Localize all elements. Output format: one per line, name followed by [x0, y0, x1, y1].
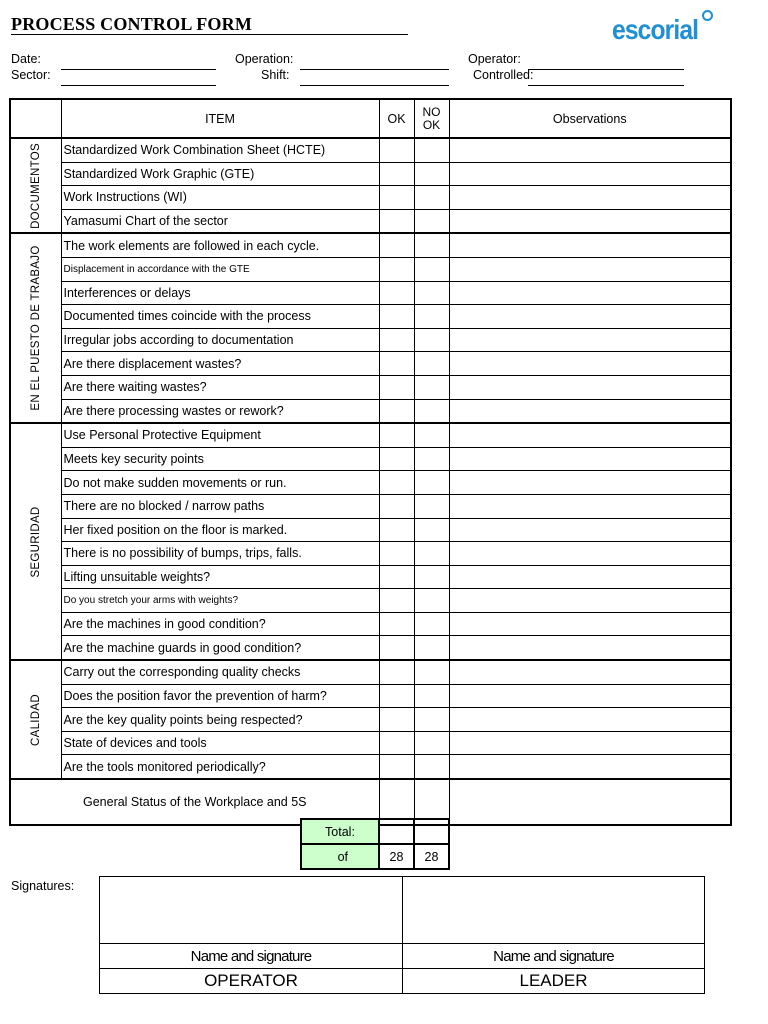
total-nok-cell[interactable] — [414, 819, 449, 844]
ok-cell[interactable] — [379, 636, 414, 660]
header-section-cell — [10, 99, 61, 138]
observation-cell[interactable] — [449, 281, 731, 305]
ok-cell[interactable] — [379, 257, 414, 281]
leader-name-caption: Name and signature — [403, 944, 705, 969]
signature-table — [99, 876, 705, 994]
nok-cell[interactable] — [414, 471, 449, 495]
table-row — [10, 328, 731, 352]
observation-cell[interactable] — [449, 731, 731, 755]
observation-cell[interactable] — [449, 708, 731, 732]
sector-label: Sector: — [11, 68, 51, 82]
nok-cell[interactable] — [414, 399, 449, 423]
header-nok: NO OK — [414, 99, 449, 138]
ok-cell[interactable] — [379, 423, 414, 447]
nok-cell[interactable] — [414, 731, 449, 755]
table-row — [10, 518, 731, 542]
nok-cell[interactable] — [414, 233, 449, 257]
item-label: Interferences or delays — [61, 281, 379, 305]
item-label: The work elements are followed in each cycle. — [61, 233, 379, 257]
nok-cell[interactable] — [414, 494, 449, 518]
ok-cell[interactable] — [379, 542, 414, 566]
operation-label: Operation: — [235, 52, 294, 66]
ok-cell[interactable] — [379, 162, 414, 186]
table-row — [10, 684, 731, 708]
observation-cell[interactable] — [449, 233, 731, 257]
section-label: CALIDAD — [29, 693, 42, 746]
ok-cell[interactable] — [379, 684, 414, 708]
header-ok: OK — [379, 99, 414, 138]
item-label: There are no blocked / narrow paths — [61, 494, 379, 518]
table-row — [10, 375, 731, 399]
table-row — [10, 708, 731, 732]
table-row — [10, 447, 731, 471]
table-row — [10, 399, 731, 423]
operator-field[interactable] — [528, 69, 684, 70]
item-label: Displacement in accordance with the GTE — [61, 257, 379, 281]
logo-text: escorial — [612, 14, 699, 45]
operator-signature-box[interactable] — [100, 877, 403, 944]
table-row — [10, 162, 731, 186]
observation-cell[interactable] — [449, 494, 731, 518]
table-row — [10, 755, 731, 779]
controlled-label: Controlled: — [473, 68, 534, 82]
section-label-cell — [10, 138, 61, 233]
nok-cell[interactable] — [414, 447, 449, 471]
nok-cell[interactable] — [414, 755, 449, 779]
ok-cell[interactable] — [379, 305, 414, 329]
date-label: Date: — [11, 52, 41, 66]
of-ok-value: 28 — [379, 844, 414, 869]
general-status-label: General Status of the Workplace and 5S — [10, 779, 379, 825]
operator-role: OPERATOR — [100, 969, 403, 994]
nok-cell[interactable] — [414, 352, 449, 376]
table-row — [10, 565, 731, 589]
ok-cell[interactable] — [379, 328, 414, 352]
nok-cell[interactable] — [414, 257, 449, 281]
item-label: Standardized Work Combination Sheet (HCTE) — [61, 138, 379, 162]
observation-cell[interactable] — [449, 660, 731, 684]
item-label: Documented times coincide with the process — [61, 305, 379, 329]
ok-cell[interactable] — [379, 731, 414, 755]
item-label: Standardized Work Graphic (GTE) — [61, 162, 379, 186]
leader-signature-box[interactable] — [403, 877, 705, 944]
item-label: There is no possibility of bumps, trips, falls. — [61, 542, 379, 566]
nok-cell[interactable] — [414, 612, 449, 636]
section-label-cell — [10, 233, 61, 423]
ok-cell[interactable] — [379, 375, 414, 399]
checklist-table — [9, 98, 732, 826]
observation-cell[interactable] — [449, 612, 731, 636]
observation-cell[interactable] — [449, 423, 731, 447]
ok-cell[interactable] — [379, 494, 414, 518]
operator-label: Operator: — [468, 52, 521, 66]
nok-cell[interactable] — [414, 636, 449, 660]
table-row — [10, 352, 731, 376]
table-row — [10, 423, 731, 447]
observation-cell[interactable] — [449, 328, 731, 352]
observation-cell[interactable] — [449, 755, 731, 779]
nok-cell[interactable] — [414, 209, 449, 233]
ok-cell[interactable] — [379, 589, 414, 613]
totals-table — [300, 818, 450, 870]
observation-cell[interactable] — [449, 209, 731, 233]
section-label: SEGURIDAD — [29, 506, 42, 578]
table-row — [10, 542, 731, 566]
ok-cell[interactable] — [379, 471, 414, 495]
table-row — [10, 281, 731, 305]
table-row — [10, 233, 731, 257]
observation-cell[interactable] — [449, 636, 731, 660]
header-observations: Observations — [449, 99, 731, 138]
item-label: Do not make sudden movements or run. — [61, 471, 379, 495]
table-row — [10, 305, 731, 329]
table-row — [10, 494, 731, 518]
nok-cell[interactable] — [414, 589, 449, 613]
observation-cell[interactable] — [449, 352, 731, 376]
item-label: Do you stretch your arms with weights? — [61, 589, 379, 613]
table-row — [10, 660, 731, 684]
nok-cell[interactable] — [414, 281, 449, 305]
ok-cell[interactable] — [379, 209, 414, 233]
item-label: Carry out the corresponding quality checks — [61, 660, 379, 684]
table-row — [10, 138, 731, 162]
observation-cell[interactable] — [449, 684, 731, 708]
ok-cell[interactable] — [379, 399, 414, 423]
table-row — [10, 209, 731, 233]
of-nok-value: 28 — [414, 844, 449, 869]
nok-cell[interactable] — [414, 565, 449, 589]
header-item: ITEM — [61, 99, 379, 138]
section-label: EN EL PUESTO DE TRABAJO — [29, 245, 42, 411]
item-label: Are the machine guards in good condition? — [61, 636, 379, 660]
item-label: Are there waiting wastes? — [61, 375, 379, 399]
shift-label: Shift: — [261, 68, 290, 82]
observation-cell[interactable] — [449, 589, 731, 613]
ok-cell[interactable] — [379, 755, 414, 779]
item-label: Does the position favor the prevention of harm? — [61, 684, 379, 708]
ok-cell[interactable] — [379, 233, 414, 257]
nok-cell[interactable] — [414, 375, 449, 399]
item-label: Use Personal Protective Equipment — [61, 423, 379, 447]
nok-cell[interactable] — [414, 423, 449, 447]
form-title: PROCESS CONTROL FORM — [11, 14, 253, 34]
table-row — [10, 186, 731, 210]
ok-cell[interactable] — [379, 612, 414, 636]
table-header-row — [10, 99, 731, 138]
sector-field[interactable] — [61, 85, 216, 86]
observation-cell[interactable] — [449, 447, 731, 471]
table-row — [10, 612, 731, 636]
operation-field[interactable] — [300, 69, 449, 70]
total-label: Total: — [301, 819, 379, 844]
item-label: Are there processing wastes or rework? — [61, 399, 379, 423]
nok-cell[interactable] — [414, 162, 449, 186]
item-label: Her fixed position on the floor is marked. — [61, 518, 379, 542]
table-row — [10, 471, 731, 495]
observation-cell[interactable] — [449, 518, 731, 542]
table-row — [10, 636, 731, 660]
of-label: of — [301, 844, 379, 869]
observation-cell[interactable] — [449, 162, 731, 186]
shift-field[interactable] — [300, 85, 449, 86]
observation-cell[interactable] — [449, 565, 731, 589]
ok-cell[interactable] — [379, 447, 414, 471]
table-row — [10, 731, 731, 755]
nok-cell[interactable] — [414, 328, 449, 352]
section-label: DOCUMENTOS — [29, 142, 42, 229]
total-ok-cell[interactable] — [379, 819, 414, 844]
operator-name-caption: Name and signature — [100, 944, 403, 969]
ok-cell[interactable] — [379, 281, 414, 305]
item-label: Yamasumi Chart of the sector — [61, 209, 379, 233]
table-row — [10, 589, 731, 613]
ok-cell[interactable] — [379, 660, 414, 684]
general-observation-cell[interactable] — [449, 779, 731, 825]
observation-cell[interactable] — [449, 471, 731, 495]
nok-cell[interactable] — [414, 684, 449, 708]
item-label: Are there displacement wastes? — [61, 352, 379, 376]
section-label-cell — [10, 423, 61, 660]
observation-cell[interactable] — [449, 305, 731, 329]
item-label: Irregular jobs according to documentation — [61, 328, 379, 352]
controlled-field[interactable] — [528, 85, 684, 86]
item-label: Are the tools monitored periodically? — [61, 755, 379, 779]
signatures-label: Signatures: — [11, 879, 75, 893]
observation-cell[interactable] — [449, 542, 731, 566]
escorial-logo — [612, 10, 722, 50]
item-label: Are the machines in good condition? — [61, 612, 379, 636]
nok-cell[interactable] — [414, 305, 449, 329]
nok-cell[interactable] — [414, 542, 449, 566]
leader-role: LEADER — [403, 969, 705, 994]
item-label: Are the key quality points being respected? — [61, 708, 379, 732]
ok-cell[interactable] — [379, 565, 414, 589]
nok-cell[interactable] — [414, 518, 449, 542]
observation-cell[interactable] — [449, 375, 731, 399]
logo-dot-icon — [702, 10, 713, 21]
ok-cell[interactable] — [379, 708, 414, 732]
table-row — [10, 257, 731, 281]
nok-cell[interactable] — [414, 186, 449, 210]
section-label-cell — [10, 660, 61, 779]
ok-cell[interactable] — [379, 352, 414, 376]
nok-cell[interactable] — [414, 138, 449, 162]
ok-cell[interactable] — [379, 518, 414, 542]
ok-cell[interactable] — [379, 138, 414, 162]
item-label: Work Instructions (WI) — [61, 186, 379, 210]
observation-cell[interactable] — [449, 186, 731, 210]
observation-cell[interactable] — [449, 399, 731, 423]
nok-cell[interactable] — [414, 660, 449, 684]
item-label: Meets key security points — [61, 447, 379, 471]
observation-cell[interactable] — [449, 138, 731, 162]
observation-cell[interactable] — [449, 257, 731, 281]
date-field[interactable] — [61, 69, 216, 70]
nok-cell[interactable] — [414, 708, 449, 732]
title-underline — [11, 34, 408, 35]
item-label: Lifting unsuitable weights? — [61, 565, 379, 589]
item-label: State of devices and tools — [61, 731, 379, 755]
ok-cell[interactable] — [379, 186, 414, 210]
